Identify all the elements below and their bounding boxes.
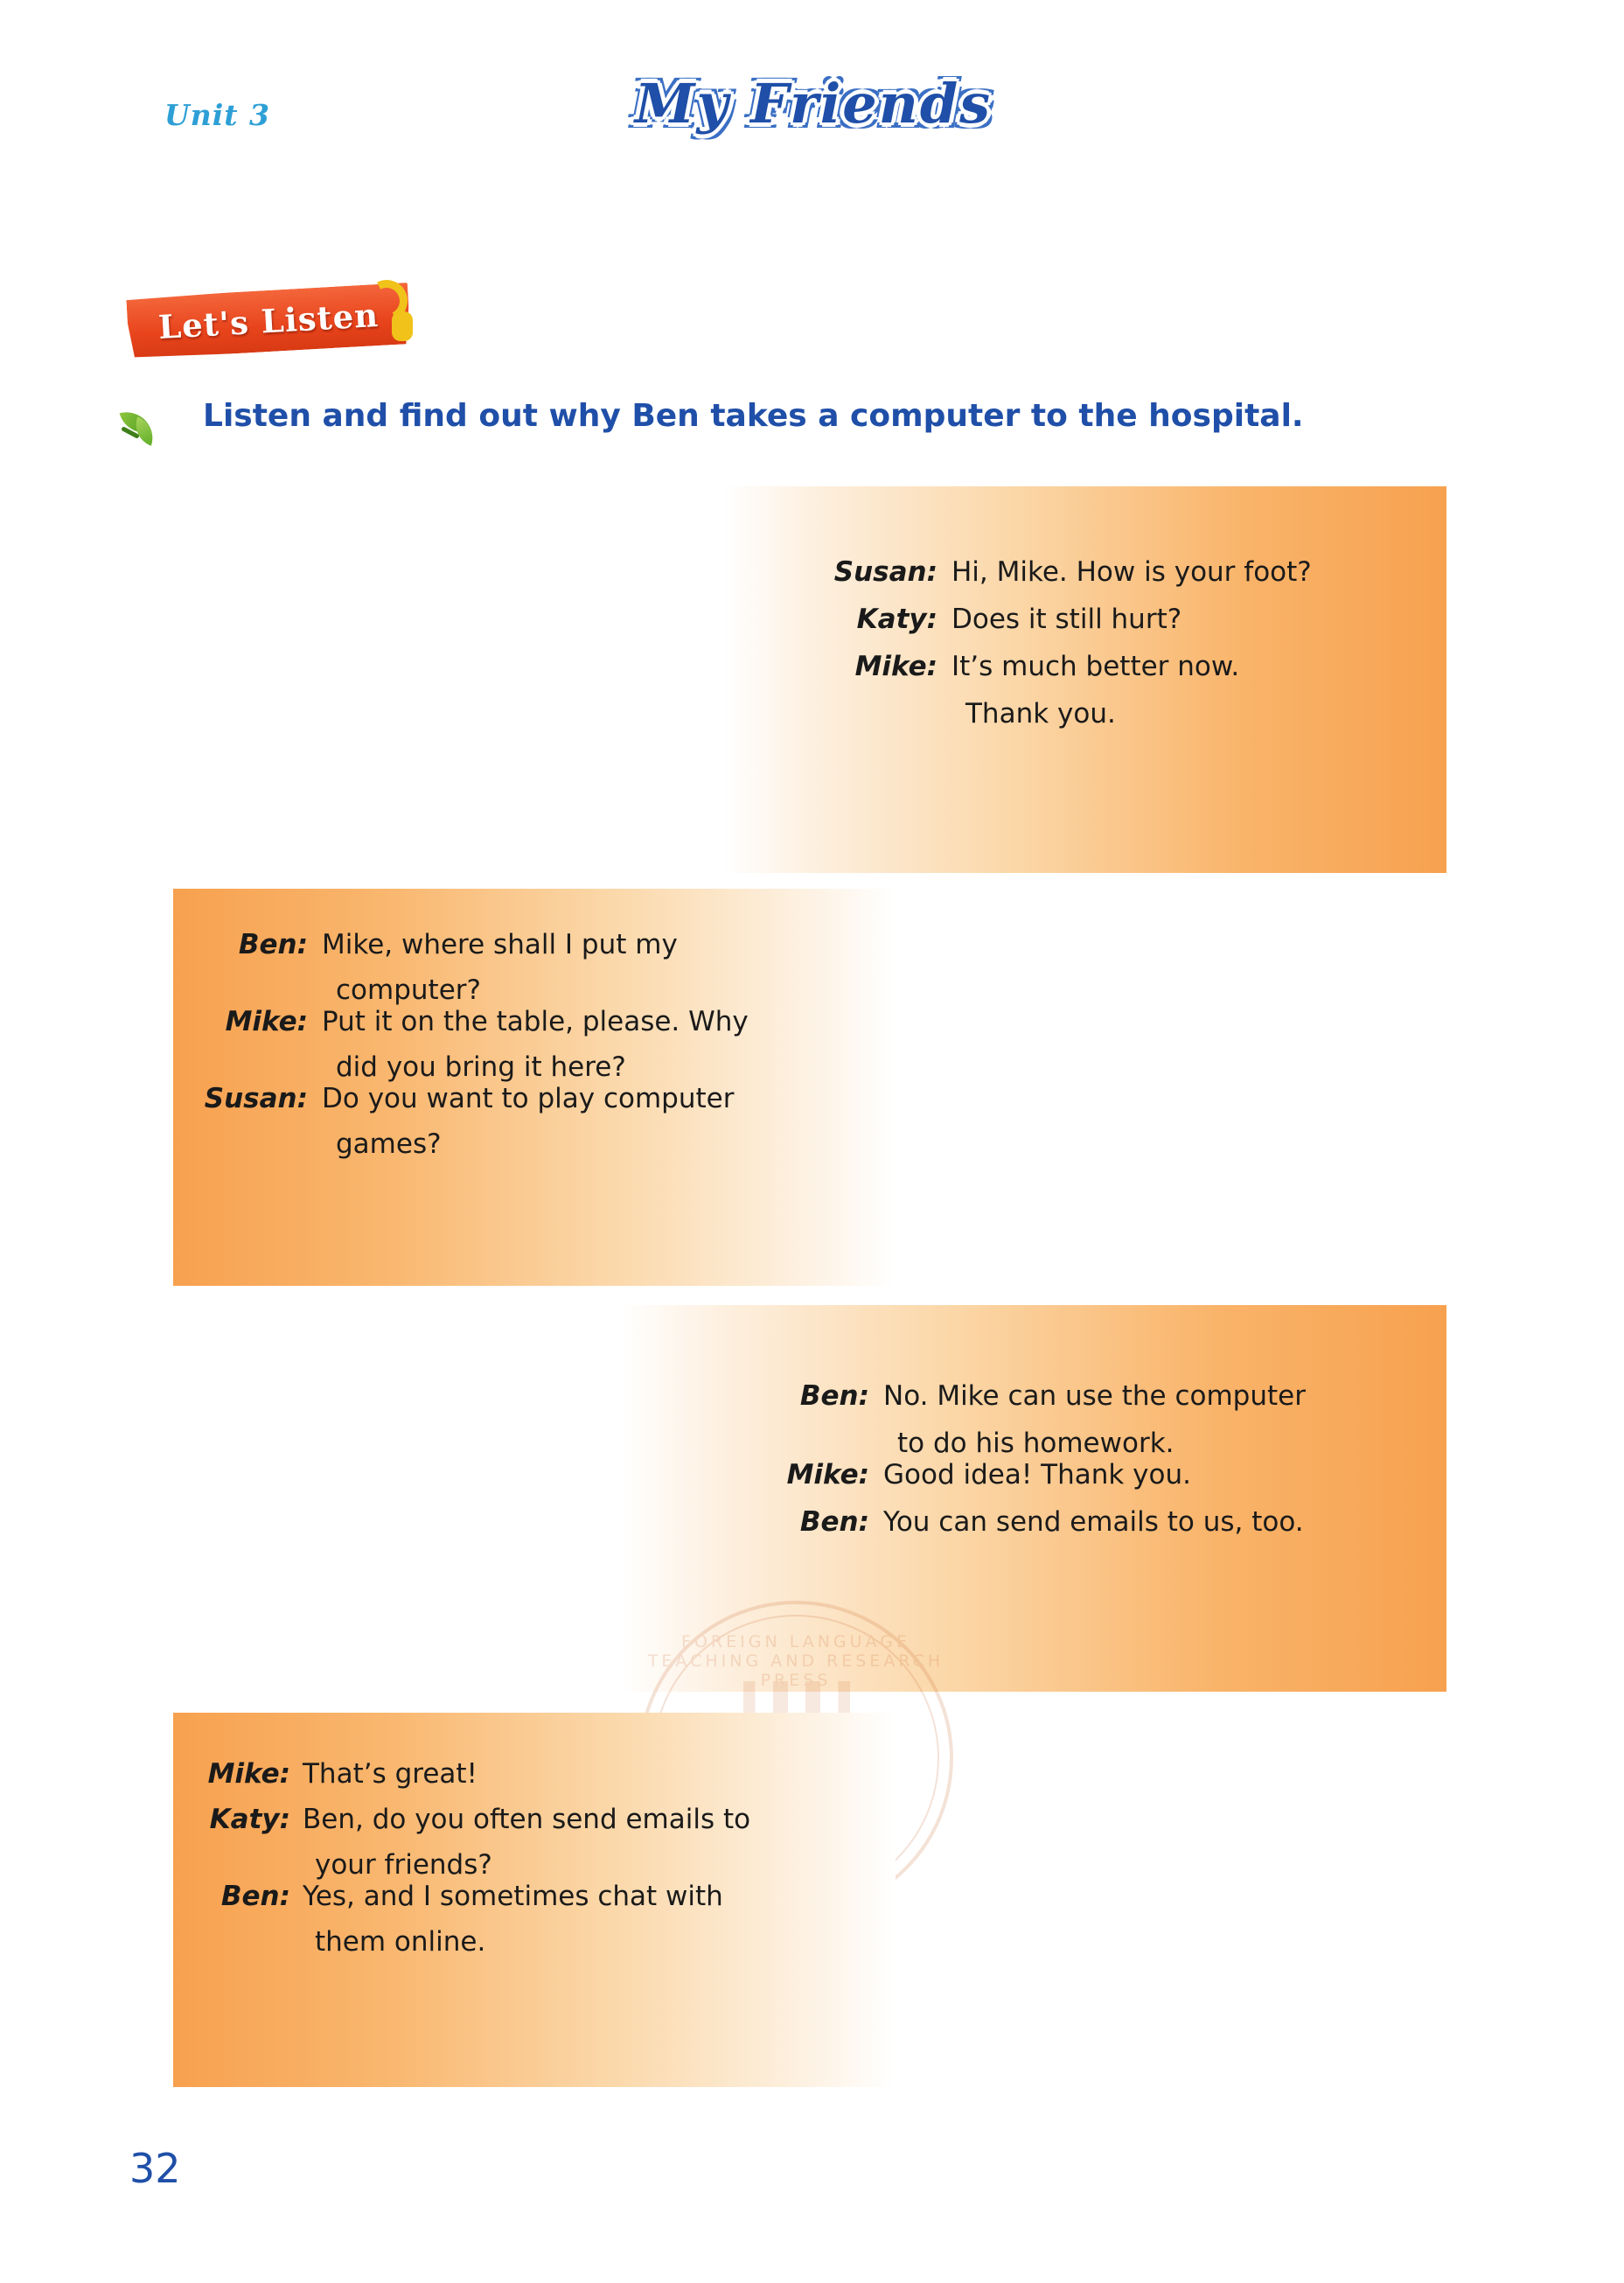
speaker-label: Susan: — [204, 1083, 308, 1114]
speaker-utterance: Hi, Mike. How is your foot? — [951, 556, 1312, 588]
page-title: My Friends — [634, 72, 993, 136]
dialogue-box-3 — [621, 1305, 1446, 1692]
dialogue-line — [173, 1881, 896, 1912]
speaker-utterance: That’s great! — [303, 1758, 477, 1790]
speaker-utterance: Good idea! Thank you. — [883, 1459, 1191, 1491]
speaker-utterance: You can send emails to us, too. — [883, 1506, 1304, 1538]
utterance-continuation: games? — [336, 1128, 442, 1160]
speaker-label: Mike: — [854, 651, 937, 682]
dialogue-line — [724, 556, 1446, 588]
speaker-label: Ben: — [220, 1881, 290, 1912]
dialogue-box-2 — [173, 889, 896, 1286]
dialogue-line — [173, 1804, 896, 1835]
speaker-utterance: Does it still hurt? — [951, 604, 1182, 635]
utterance-continuation: computer? — [336, 974, 481, 1006]
speaker-label: Susan: — [833, 556, 937, 588]
speaker-label: Mike: — [786, 1459, 869, 1491]
unit-label: Unit 3 — [164, 98, 271, 132]
headphones-icon — [353, 271, 423, 363]
utterance-continuation: to do his homework. — [897, 1428, 1174, 1459]
banner-label: Let's Listen — [157, 295, 380, 347]
dialogue-line — [621, 1380, 1446, 1412]
lets-listen-banner — [115, 271, 430, 367]
utterance-continuation: your friends? — [315, 1849, 492, 1881]
speaker-label: Mike: — [225, 1006, 308, 1037]
dialogue-line — [173, 929, 896, 960]
speaker-utterance: Put it on the table, please. Why — [322, 1006, 749, 1037]
speaker-label: Mike: — [207, 1758, 290, 1790]
speaker-utterance: It’s much better now. — [951, 651, 1240, 682]
speaker-utterance: No. Mike can use the computer — [883, 1380, 1306, 1412]
speaker-utterance: Do you want to play computer — [322, 1083, 735, 1114]
dialogue-box-4 — [173, 1713, 896, 2087]
dialogue-line — [173, 1758, 896, 1790]
speaker-label: Ben: — [799, 1506, 869, 1538]
speaker-utterance: Ben, do you often send emails to — [303, 1804, 751, 1835]
leaf-icon — [115, 404, 161, 450]
dialogue-line — [724, 604, 1446, 635]
dialogue-line — [173, 1083, 896, 1114]
dialogue-box-1 — [724, 486, 1446, 873]
speaker-label: Katy: — [856, 604, 937, 635]
utterance-continuation: did you bring it here? — [336, 1051, 626, 1083]
speaker-label: Ben: — [238, 929, 308, 960]
speaker-label: Ben: — [799, 1380, 869, 1412]
utterance-continuation: them online. — [315, 1926, 486, 1958]
utterance-continuation: Thank you. — [965, 698, 1116, 730]
instruction-text: Listen and find out why Ben takes a computer to the hospital. — [203, 398, 1304, 434]
speaker-label: Katy: — [209, 1804, 290, 1835]
dialogue-line — [621, 1459, 1446, 1491]
dialogue-line — [724, 651, 1446, 682]
dialogue-line — [173, 1006, 896, 1037]
speaker-utterance: Mike, where shall I put my — [322, 929, 678, 960]
page-number: 32 — [129, 2145, 181, 2192]
dialogue-line — [621, 1506, 1446, 1538]
speaker-utterance: Yes, and I sometimes chat with — [303, 1881, 723, 1912]
